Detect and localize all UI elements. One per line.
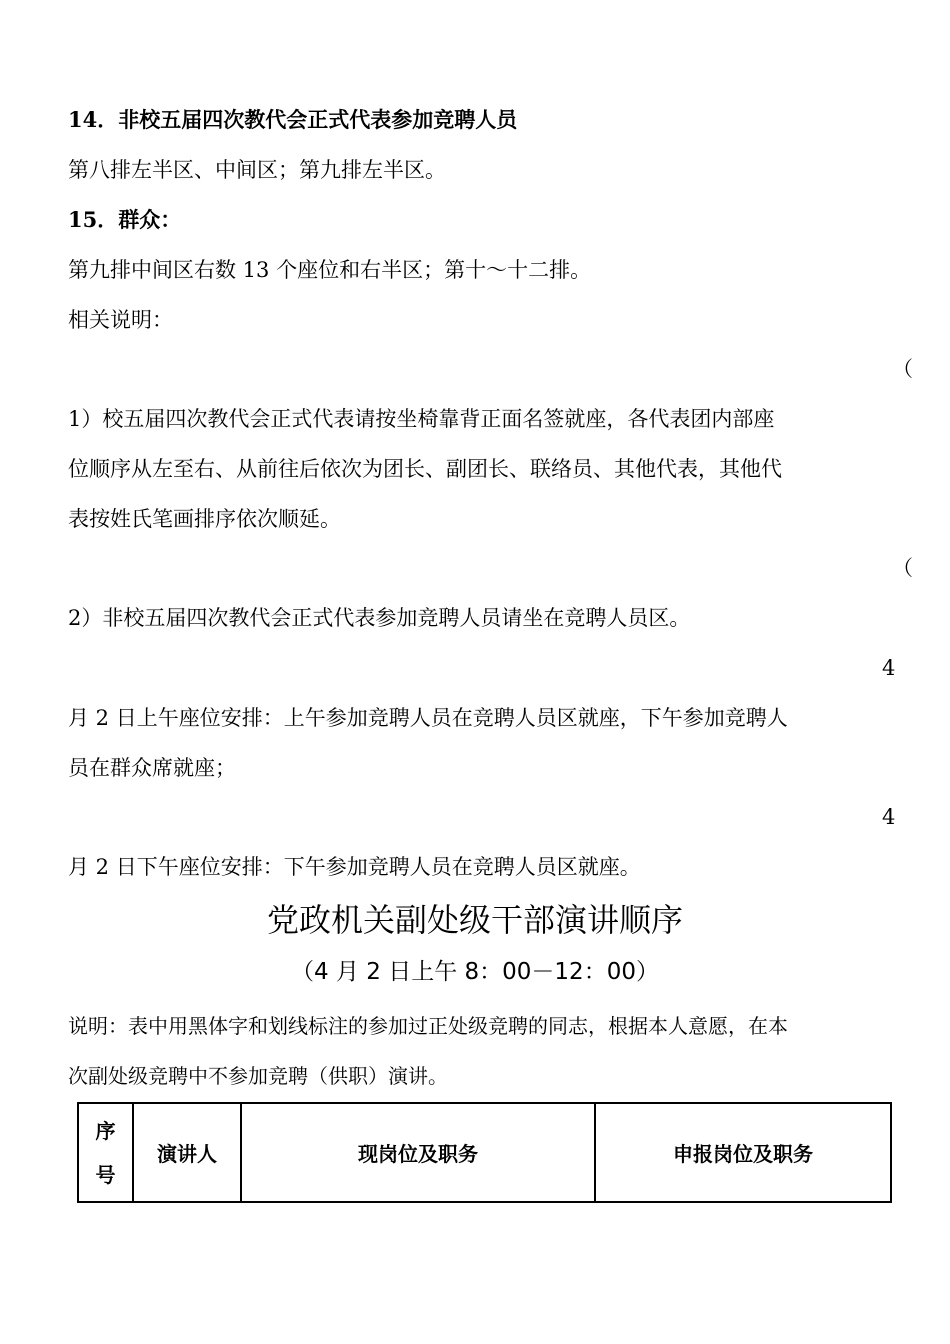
- note-4-line: 月 2 日下午座位安排：下午参加竞聘人员在竞聘人员区就座。: [68, 855, 641, 879]
- header-number: [78, 1103, 133, 1202]
- note-1-line-2: 位顺序从左至右、从前往后依次为团长、副团长、联络员、其他代表，其他代: [68, 457, 782, 481]
- schedule-subtitle: （4 月 2 日上午 8：00－12：00）: [291, 959, 659, 985]
- note-4-marker: 4: [882, 805, 896, 829]
- note-2-line: 2）非校五届四次教代会正式代表参加竞聘人员请坐在竞聘人员区。: [68, 606, 691, 630]
- header-speaker: 演讲人: [133, 1103, 241, 1202]
- explanation-line-1: 说明：表中用黑体字和划线标注的参加过正处级竞聘的同志，根据本人意愿，在本: [68, 1014, 788, 1038]
- notes-heading: 相关说明：: [68, 308, 173, 332]
- section-15-heading: 15．群众：: [68, 207, 182, 232]
- schedule-title: 党政机关副处级干部演讲顺序: [266, 901, 683, 939]
- section-15-text: 第九排中间区右数 13 个座位和右半区；第十～十二排。: [68, 258, 592, 282]
- section-14-text: 第八排左半区、中间区；第九排左半区。: [68, 158, 446, 182]
- explanation-line-2: 次副处级竞聘中不参加竞聘（供职）演讲。: [68, 1064, 448, 1088]
- note-1-line-1: 1）校五届四次教代会正式代表请按坐椅靠背正面名签就座，各代表团内部座: [68, 407, 775, 431]
- note-3-marker: 4: [882, 656, 896, 680]
- schedule-table: [77, 1102, 892, 1203]
- header-current-position: 现岗位及职务: [241, 1103, 595, 1202]
- note-1-marker: （: [892, 357, 913, 381]
- header-number-top: 序: [95, 1118, 116, 1143]
- header-number-bottom: 号: [95, 1162, 116, 1187]
- note-2-marker: （: [892, 556, 913, 580]
- header-applied-position: 申报岗位及职务: [595, 1103, 891, 1202]
- note-1-line-3: 表按姓氏笔画排序依次顺延。: [68, 507, 341, 531]
- table-header-row: [78, 1103, 891, 1202]
- note-3-line-2: 员在群众席就座；: [68, 756, 236, 780]
- note-3-line-1: 月 2 日上午座位安排：上午参加竞聘人员在竞聘人员区就座，下午参加竞聘人: [68, 706, 788, 730]
- section-14-heading: 14．非校五届四次教代会正式代表参加竞聘人员: [68, 107, 518, 132]
